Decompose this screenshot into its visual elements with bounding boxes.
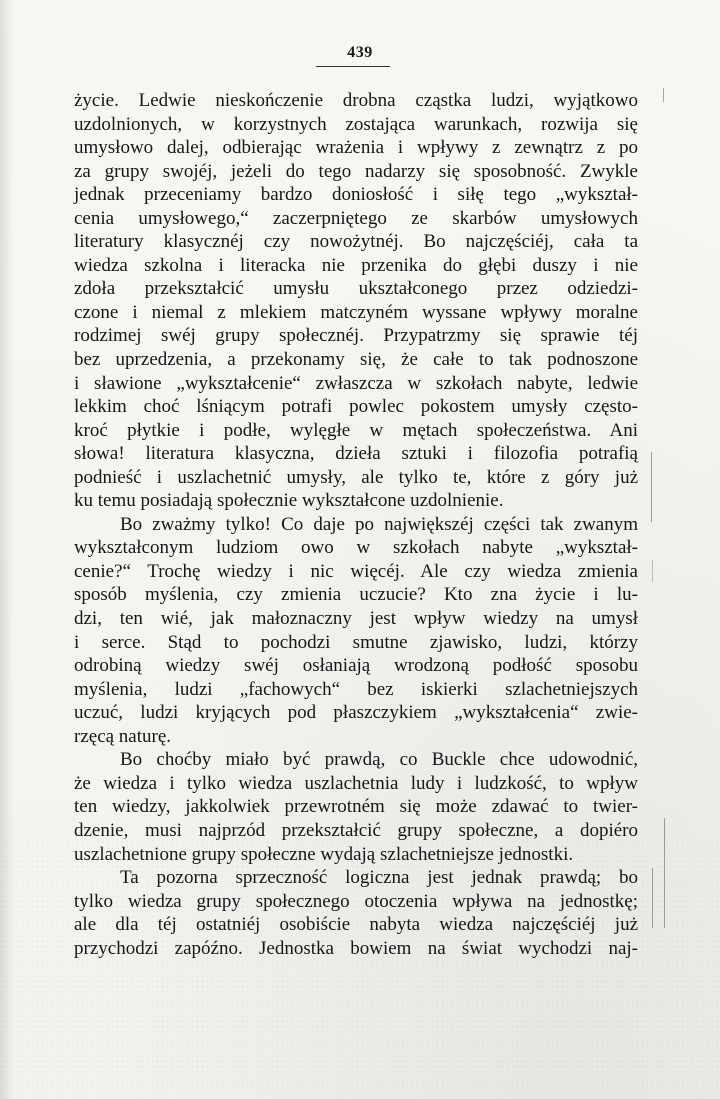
text-line: umysłowo dalej, odbierając wrażenia i wpływy z zewnątrz z po <box>74 137 638 159</box>
text-line: Bo choćby miało być prawdą, co Buckle chce udowodnić, <box>120 749 638 771</box>
text-line: Bo zważmy tylko! Co daje po największéj części tak zwanym <box>120 513 638 535</box>
text-line: literatury klasycznéj czy nowożytnéj. Bo najczęściéj, cała ta <box>74 231 638 253</box>
text-line: lekkim choć lśniącym potrafi powlec pokostem umysły często- <box>74 396 638 418</box>
text-line: rodzimej swéj grupy społecznéj. Przypatrzmy się sprawie téj <box>74 325 638 347</box>
text-line: cenia umysłowego,“ zaczerpniętego ze skarbów umysłowych <box>74 207 638 229</box>
text-line: i serce. Stąd to pochodzi smutne zjawisko, ludzi, którzy <box>74 631 638 653</box>
text-line: uczuć, ludzi kryjących pod płaszczykiem „wykształcenia“ zwie- <box>74 702 638 724</box>
text-line: słowa! literatura klasyczna, dzieła sztuki i filozofia potrafią <box>74 443 638 465</box>
text-line: tylko wiedza grupy społecznego otoczenia wpływa na jednostkę; <box>74 890 638 912</box>
text-line: życie. Ledwie nieskończenie drobna cząstka ludzi, wyjątkowo <box>74 90 638 111</box>
text-line: kroć płytkie i podłe, wylęgłe w mętach społeczeństwa. Ani <box>74 419 638 441</box>
margin-pencil-mark <box>663 88 664 102</box>
text-line: bez uprzedzenia, a przekonamy się, że całe to tak podnoszone <box>74 349 638 371</box>
text-line: sposób myślenia, czy zmienia uczucie? Kto zna życie i lu- <box>74 584 638 606</box>
text-line: ten wiedzy, jakkolwiek przewrotném się może zdawać to twier- <box>74 796 638 818</box>
text-line: wiedza szkolna i literacka nie przenika do głębi duszy i nie <box>74 254 638 276</box>
text-line: cenie?“ Trochę wiedzy i nic więcéj. Ale czy wiedza zmienia <box>74 560 638 582</box>
text-line: Ta pozorna sprzeczność logiczna jest jednak prawdą; bo <box>120 867 638 889</box>
text-line: przychodzi zapóźno. Jednostka bowiem na świat wychodzi naj- <box>74 937 638 959</box>
page-number-rule <box>316 66 390 67</box>
text-line: myślenia, ludzi „fachowych“ bez iskierki szlachetniejszych <box>74 678 638 700</box>
text-line: ku temu posiadają społecznie wykształcone uzdolnienie. <box>74 490 504 512</box>
page-gutter-shadow <box>0 0 14 1099</box>
text-line: dzenie, musi najprzód przekształcić grupy społeczne, a dopiéro <box>74 819 638 841</box>
text-line: uzdolnionych, w korzystnych zostająca warunkach, rozwija się <box>74 113 638 135</box>
body-text <box>74 89 638 960</box>
text-line: jednak przeceniamy bardzo doniosłość i siłę tego „wykształ- <box>74 184 638 206</box>
text-line: że wiedza i tylko wiedza uszlachetnia ludy i ludzkość, to wpływ <box>74 772 638 794</box>
text-line: dzi, ten wié, jak małoznaczny jest wpływ wiedzy na umysł <box>74 608 638 630</box>
margin-pencil-mark <box>652 560 653 582</box>
text-line: za grupy swojéj, jeżeli do tego nadarzy się sposobność. Zwykle <box>74 160 638 182</box>
margin-pencil-mark <box>664 818 665 928</box>
text-line: ale dla téj ostatniéj osobiście nabyta wiedza najczęściéj już <box>74 914 638 936</box>
text-line: rzęcą naturę. <box>74 725 172 747</box>
text-line: uszlachetnione grupy społeczne wydają szlachetniejsze jednostki. <box>74 843 574 865</box>
text-line: zdoła przekształcić umysłu ukształconego przez odziedzi- <box>74 278 638 300</box>
text-line: czone i niemal z mlekiem matczyném wyssane wpływy moralne <box>74 301 638 323</box>
text-line: wykształconym ludziom owo w szkołach nabyte „wykształ- <box>74 537 638 559</box>
text-line: i sławione „wykształcenie“ zwłaszcza w szkołach nabyte, ledwie <box>74 372 638 394</box>
page-number: 439 <box>347 44 373 61</box>
text-line: odrobiną wiedzy swéj osłaniają wrodzoną podłość sposobu <box>74 655 638 677</box>
text-line: podnieść i uszlachetnić umysły, ale tylko te, które z góry już <box>74 466 638 488</box>
margin-pencil-mark <box>652 868 653 928</box>
margin-pencil-mark <box>651 452 652 522</box>
